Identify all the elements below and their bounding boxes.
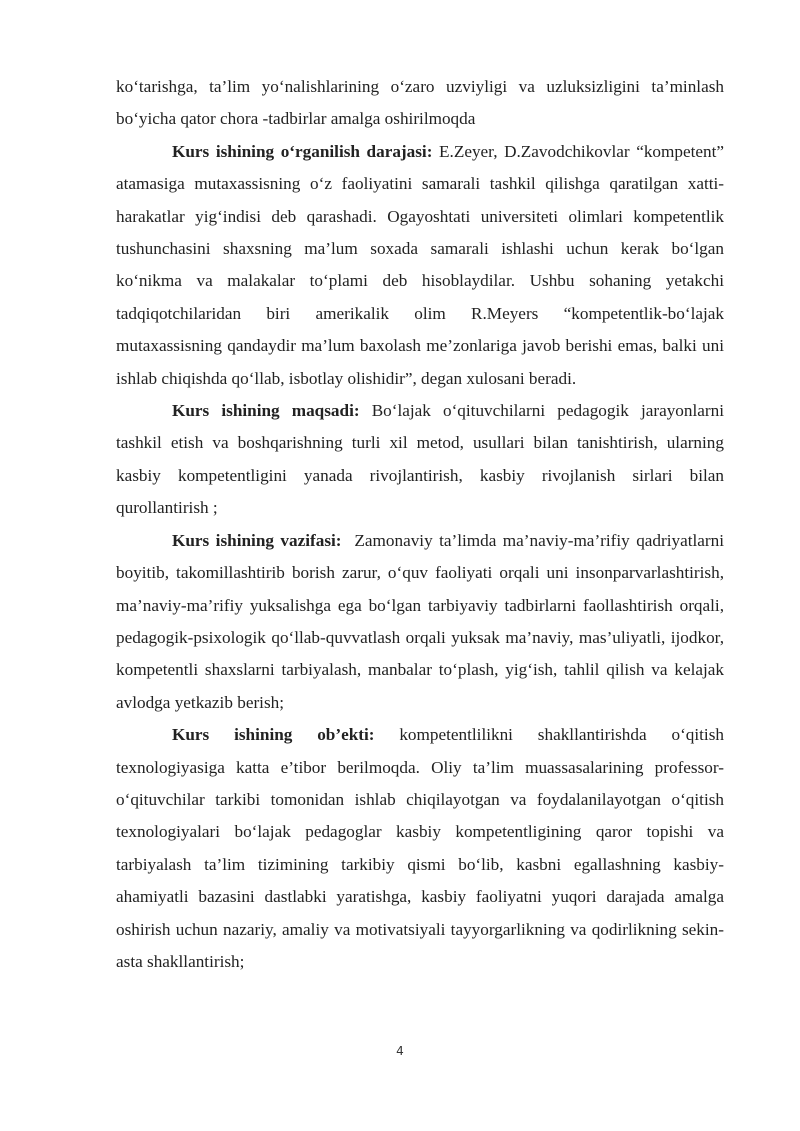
paragraph-heading: Kurs ishining o‘rganilish darajasi: — [172, 141, 433, 161]
paragraph-text: Zamonaviy ta’limda ma’naviy-ma’rifiy qadriyatlarni boyitib, takomillashtirib borish zarur, o‘quv faoliyati orqali uni insonparvarlashtirish, ma’naviy-ma’rifiy yuksalishga ega bo‘lgan tarbiyaviy tadbirlarni faollashtirish orqali, pedagogik-psixologik qo‘llab-quvvatlash orqali yuksak ma’naviy, mas’uliyatli, ijodkor, kompetentli shaxslarni tarbiyalash, manbalar to‘plash, yig‘ish, tahlil qilish va kelajak avlodga yetkazib berish; — [116, 530, 729, 712]
paragraph-tasks — [116, 525, 729, 719]
paragraph-goal — [116, 395, 724, 525]
paragraph-study-level — [116, 136, 724, 395]
document-page — [116, 71, 729, 978]
paragraph-heading: Kurs ishining ob’ekti: — [172, 725, 375, 745]
paragraph-text: E.Zeyer, D.Zavodchikovlar “kompetent” atamasiga mutaxassisning o‘z faoliyatini samarali tashkil qilishga qaratilgan xatti-harakatlar yig‘indisi deb qarashadi. Ogayoshtati universiteti olimlari kompetentlik tushunchasini shaxsning ma’lum soxada samarali ishlashi uchun kerak bo‘lgan ko‘nikma va malakalar to‘plami deb hisoblaydilar. Ushbu sohaning yetakchi tadqiqotchilaridan biri amerikalik olim R.Meyers “kompetentlik-bo‘lajak mutaxassisning qandaydir ma’lum baxolash me’zonlariga javob berishi emas, balki uni ishlab chiqishda qo‘llab, isbotlay olishidir”, degan xulosani beradi. — [116, 141, 724, 388]
paragraph-text: Bo‘lajak o‘qituvchilarni pedagogik jarayonlarni tashkil etish va boshqarishning turli xil metod, usullari bilan tanishtirish, ularning kasbiy kompetentligini yanada rivojlantirish, kasbiy rivojlanish sirlari bilan qurollantirish ; — [116, 401, 724, 518]
paragraph-heading: Kurs ishining maqsadi: — [172, 401, 360, 421]
page-number: 4 — [396, 1044, 404, 1058]
paragraph-object — [116, 719, 724, 978]
paragraph-text: kompetentlilikni shakllantirishda o‘qitish texnologiyasiga katta e’tibor berilmoqda. Oliy ta’lim muassasalarining professor-o‘qituvchilar tarkibi tomonidan ishlab chiqilayotgan va foydalanilayotgan o‘qitish texnologiyalari bo‘lajak pedagoglar kasbiy kompetentligining qaror topishi va tarbiyalash ta’lim tizimining tarkibiy qismi bo‘lib, kasbni egallashning kasbiy-ahamiyatli bazasini dastlabki yaratishga, kasbiy faoliyatni yuqori darajada amalga oshirish uchun nazariy, amaliy va motivatsiyali tayyorgarlikning va qodirlikning sekin-asta shakllantirish; — [116, 725, 724, 971]
paragraph-continuation — [116, 71, 724, 136]
paragraph-text: ko‘tarishga, ta’lim yo‘nalishlarining o‘zaro uzviyligi va uzluksizligini ta’minlash bo‘yicha qator chora -tadbirlar amalga oshirilmoqda — [116, 77, 724, 129]
paragraph-heading: Kurs ishining vazifasi: — [172, 530, 342, 550]
